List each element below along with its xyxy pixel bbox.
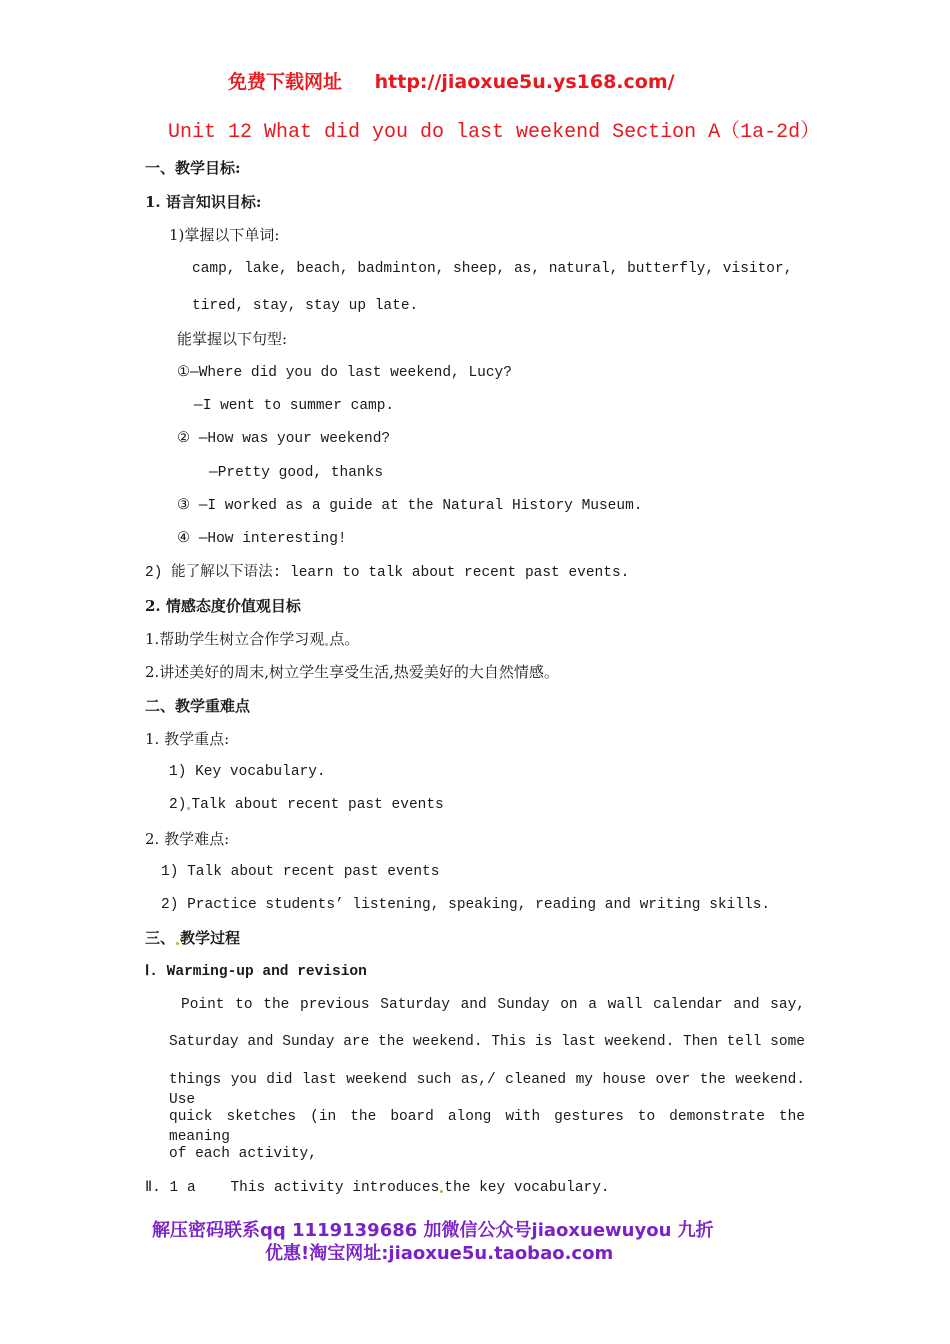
- pattern-3: ③ —I worked as a guide at the Natural History Museum.: [177, 498, 643, 514]
- pattern-1-answer: —I went to summer camp.: [194, 398, 395, 414]
- language-goals-heading: 1. 语言知识目标:: [145, 193, 262, 211]
- download-url-link[interactable]: http://jiaoxue5u.ys168.com/: [374, 71, 675, 93]
- emotion-goal-1: [145, 629, 359, 649]
- green-dot-mark: [440, 1190, 443, 1193]
- section1-heading: 一、教学目标:: [145, 159, 241, 177]
- key-point-1: 1) Key vocabulary.: [169, 764, 326, 780]
- difficult-points-heading: 2. 教学难点:: [145, 830, 230, 848]
- emotion-goal-2: 2.讲述美好的周末,树立学生享受生活,热爱美好的大自然情感。: [145, 663, 559, 681]
- emotion-goal-1-text: 1.帮助学生树立合作学习观: [145, 630, 325, 648]
- footer-line-2: 优惠!淘宝网址:jiaoxue5u.taobao.com: [265, 1243, 614, 1264]
- warmup-para-line-1: Point to the previous Saturday and Sunday on a wall calendar and say,: [181, 997, 805, 1013]
- free-download-label: 免费下载网址: [228, 71, 343, 93]
- page-title: Unit 12 What did you do last weekend Section A（1a-2d）: [168, 121, 821, 144]
- grammar-goal: 2) 能了解以下语法: learn to talk about recent past events.: [145, 565, 630, 581]
- footer-line-1: 解压密码联系qq 1119139686 加微信公众号jiaoxuewuyou 九折: [152, 1220, 714, 1241]
- step-1-heading: Ⅰ. Warming-up and revision: [145, 964, 367, 980]
- section3-heading: [145, 928, 240, 948]
- key-point-2-text: Talk about recent past events: [191, 797, 444, 813]
- emotion-goals-heading: 2. 情感态度价值观目标: [145, 597, 301, 615]
- pattern-1-question: ①—Where did you do last weekend, Lucy?: [177, 365, 512, 381]
- pattern-2-answer: —Pretty good, thanks: [209, 465, 384, 481]
- key-points-heading: 1. 教学重点:: [145, 730, 230, 748]
- vocab-intro: 1)掌握以下单词:: [169, 226, 280, 244]
- green-dot-mark: [325, 643, 328, 646]
- step-2-text-end: the key vocabulary.: [444, 1180, 610, 1196]
- difficult-point-2: 2) Practice students’ listening, speaking, reading and writing skills.: [161, 897, 771, 913]
- warmup-para-line-4: quick sketches (in the board along with gestures to demonstrate the meaning: [169, 1109, 805, 1145]
- warmup-para-line-3: things you did last weekend such as,/ cleaned my house over the weekend. Use: [169, 1072, 805, 1108]
- patterns-intro: 能掌握以下句型:: [177, 330, 288, 348]
- section3-heading-text: 教学过程: [180, 929, 241, 947]
- vocab-line-2: tired, stay, stay up late.: [192, 298, 419, 314]
- warmup-para-line-5: of each activity,: [169, 1146, 317, 1162]
- green-dot-mark: [187, 807, 190, 810]
- warmup-para-line-2: Saturday and Sunday are the weekend. This is last weekend. Then tell some: [169, 1034, 805, 1050]
- section3-heading-number: 三、: [145, 929, 176, 947]
- step-2-line: [145, 1178, 610, 1198]
- key-point-2-number: 2): [169, 797, 187, 813]
- pattern-2-question: ② —How was your weekend?: [177, 431, 391, 447]
- section2-heading: 二、教学重难点: [145, 697, 251, 715]
- emotion-goal-1-end: 点。: [329, 630, 360, 648]
- key-point-2: [169, 795, 444, 815]
- difficult-point-1: 1) Talk about recent past events: [161, 864, 440, 880]
- green-dot-mark: [176, 942, 179, 945]
- step-2-text: Ⅱ. 1 a This activity introduces: [145, 1180, 440, 1196]
- pattern-4: ④ —How interesting!: [177, 531, 347, 547]
- vocab-line-1: camp, lake, beach, badminton, sheep, as, natural, butterfly, visitor,: [192, 261, 793, 277]
- header-free-download: [228, 70, 675, 94]
